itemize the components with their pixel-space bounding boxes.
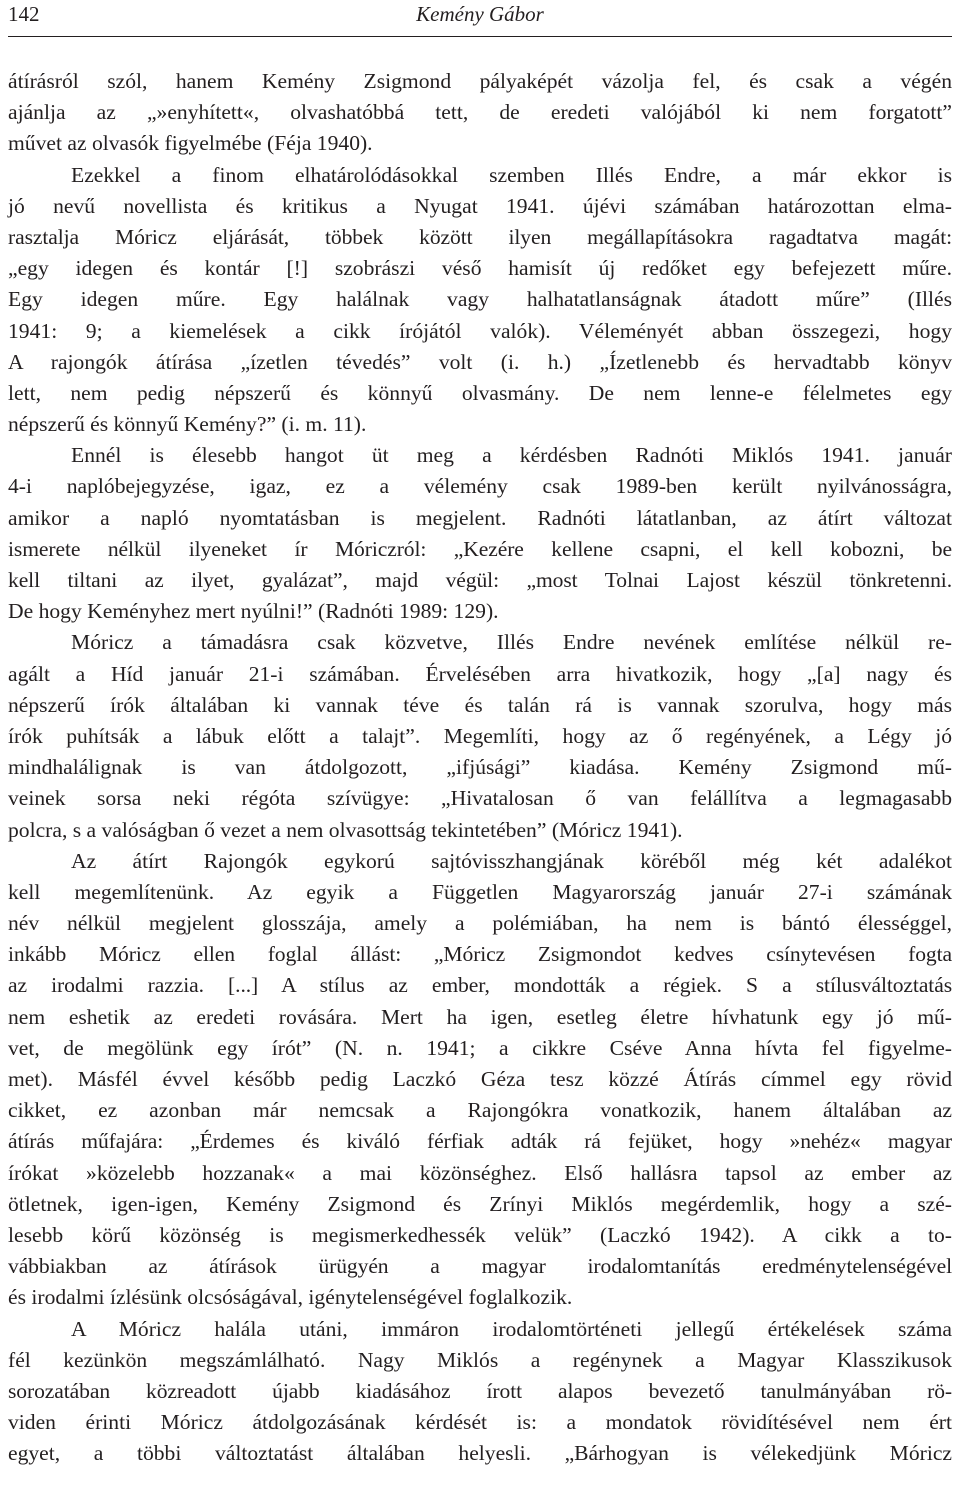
text-line: és irodalmi ízlésünk olcsóságával, igénytelenségével foglalkozik. xyxy=(8,1285,573,1310)
text-line: A rajongók átírása „ízetlen tévedés” volt (i. h.) „Ízetlenebb és hervadtabb könyv xyxy=(8,349,952,374)
running-head xyxy=(8,0,952,36)
text-line: név nélkül megjelent glosszája, amely a polémiában, ha nem is bántó élességgel, xyxy=(8,911,952,936)
book-page xyxy=(8,0,952,1469)
text-line: egyet, a többi változtatást általában helyesli. „Bárhogyan is vélekedjünk Móricz xyxy=(8,1441,952,1466)
text-line: kell tiltani az ilyet, gyalázat”, majd végül: „most Tolnai Lajost készül tönkretenni. xyxy=(8,568,952,592)
text-line: sorozatában közreadott újabb kiadásához írott alapos bevezető tanulmányában rö- xyxy=(8,1378,952,1403)
text-line: írók puhítsák a lábuk előtt a talajt”. Megemlíti, hogy az ő regényének, a Légy jó xyxy=(8,723,952,748)
text-line: népszerű írók általában ki vannak téve és talán rá is vannak szorulva, hogy más xyxy=(8,692,952,717)
text-line: 4-i naplóbejegyzése, igaz, ez a vélemény csak 1989-ben került nyilvánosságra, xyxy=(8,474,952,499)
text-line: népszerű és könnyű Kemény?” (i. m. 11). xyxy=(8,412,367,437)
text-line: ötletnek, igen-igen, Kemény Zsigmond és Zrínyi Miklós megérdemlik, hogy a szé- xyxy=(8,1191,952,1216)
text-line: Ezekkel a finom elhatárolódásokkal szemben Illés Endre, a már ekkor is xyxy=(71,162,952,187)
text-line: Ennél is élesebb hangot üt meg a kérdésben Radnóti Miklós 1941. január xyxy=(71,443,952,468)
text-line: lett, nem pedig népszerű és könnyű olvasmány. De nem lenne-e félelmetes egy xyxy=(8,380,952,405)
text-line: met). Másfél évvel később pedig Laczkó Géza tesz közzé Átírás címmel egy rövid xyxy=(8,1067,952,1091)
text-line: amikor a napló nyomtatásban is megjelent. Radnóti látatlanban, az átírt változat xyxy=(8,505,952,530)
text-line: rasztalja Móricz eljárását, többek között ilyen megállapításokra ragadtatva magát: xyxy=(8,224,952,249)
text-line: ismerete nélkül ilyeneket ír Móriczról: „Kezére kellene csapni, el kell kobozni, be xyxy=(8,536,952,561)
text-line: ajánlja az „»enyhített«, olvashatóbbá tett, de eredeti valójából ki nem forgatott” xyxy=(8,100,952,125)
text-line: jó nevű novellista és kritikus a Nyugat 1941. újévi számában határozottan elma- xyxy=(8,193,952,218)
text-line: művet az olvasók figyelmébe (Féja 1940). xyxy=(8,131,373,156)
text-line: átírás műfajára: „Érdemes és kiváló férfiak adták rá fejüket, hogy »nehéz« magyar xyxy=(8,1129,952,1154)
text-line: Az átírt Rajongók egykorú sajtóvisszhangjának köréből még két adalékot xyxy=(71,848,952,873)
text-line: agált a Híd január 21-i számában. Érvelésében arra hivatkozik, hogy „[a] nagy és xyxy=(8,661,952,686)
header-rule xyxy=(8,36,952,37)
page-number: 142 xyxy=(8,2,40,26)
text-line: vábbiakban az átírások ürügyén a magyar irodalomtanítás eredménytelenségével xyxy=(8,1254,952,1279)
text-line: veinek sorsa neki régóta szívügye: „Hivatalosan ő van felállítva a legmagasabb xyxy=(8,786,952,811)
text-line: 1941: 9; a kiemelések a cikk írójától valók). Véleményét abban összegezi, hogy xyxy=(8,318,952,343)
text-line: lesebb körű közönség is megismerkedhessék velük” (Laczkó 1942). A cikk a to- xyxy=(8,1222,952,1247)
body-text xyxy=(8,66,952,1469)
text-line: cikket, ez azonban már nemcsak a Rajongókra vonatkozik, hanem általában az xyxy=(8,1098,952,1123)
text-line: Egy idegen műre. Egy halálnak vagy halhatatlanságnak átadott műre” (Illés xyxy=(8,287,952,312)
text-line: kell megemlítenünk. Az egyik a Független Magyarország január 27-i számának xyxy=(8,879,952,904)
text-line: De hogy Keményhez mert nyúlni!” (Radnóti 1989: 129). xyxy=(8,599,499,624)
text-line: vet, de megölünk egy írót” (N. n. 1941; a cikkre Cséve Anna hívta fel figyelme- xyxy=(8,1035,952,1060)
text-line: A Móricz halála utáni, immáron irodalomtörténeti jellegű értékelések száma xyxy=(71,1316,952,1341)
text-line: mindhalálignak is van átdolgozott, „ifjúsági” kiadása. Kemény Zsigmond mű- xyxy=(8,755,952,780)
text-line: viden érinti Móricz átdolgozásának kérdését is: a mondatok rövidítésével nem ért xyxy=(8,1410,952,1435)
text-line: írókat »közelebb hozzanak« a mai közönséghez. Első hallásra tapsol az ember az xyxy=(8,1160,952,1185)
running-title: Kemény Gábor xyxy=(416,2,544,26)
text-line: átírásról szól, hanem Kemény Zsigmond pályaképét vázolja fel, és csak a végén xyxy=(8,69,952,93)
text-line: Móricz a támadásra csak közvetve, Illés Endre nevének említése nélkül re- xyxy=(71,630,952,655)
text-line: az irodalmi razzia. [...] A stílus az ember, mondották a régiek. S a stílusváltoztatás xyxy=(8,973,952,998)
text-line: nem eshetik az eredeti rovására. Mert ha igen, esetleg életre hívhatunk egy jó mű- xyxy=(8,1004,952,1029)
text-line: fél kezünkön megszámlálható. Nagy Miklós a regénynek a Magyar Klasszikusok xyxy=(8,1347,952,1372)
text-line: „egy idegen és kontár [!] szobrászi véső hamisít új redőket egy befejezett műre. xyxy=(8,256,952,281)
text-line: polcra, s a valóságban ő vezet a nem olvasottság tekintetében” (Móricz 1941). xyxy=(8,817,683,842)
text-line: inkább Móricz ellen foglal állást: „Móricz Zsigmondot kedves csínytevésen fogta xyxy=(8,942,952,967)
